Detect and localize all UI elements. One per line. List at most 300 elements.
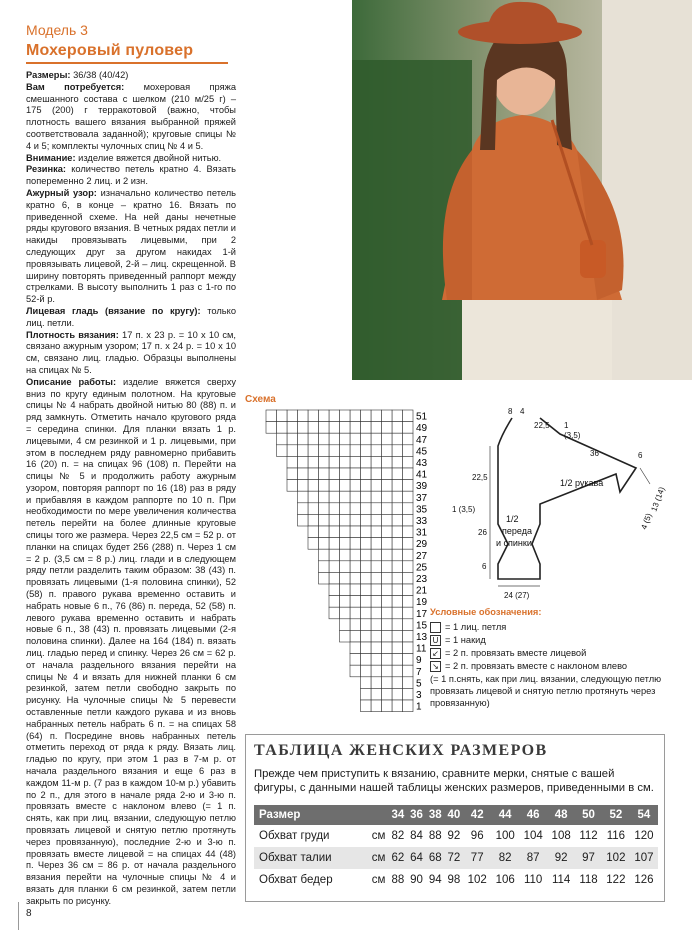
table-cell: 120 bbox=[634, 830, 654, 842]
table-cell: 88 bbox=[391, 874, 405, 886]
chart-cell bbox=[298, 514, 309, 526]
chart-cell bbox=[371, 549, 382, 561]
chart-cell bbox=[392, 433, 403, 445]
chart-cell bbox=[287, 468, 298, 480]
size-col-header: 44 bbox=[491, 805, 519, 825]
chart-cell bbox=[403, 630, 414, 642]
chart-row-number: 9 bbox=[416, 655, 422, 667]
chart-cell bbox=[382, 433, 393, 445]
chart-cell bbox=[319, 549, 330, 561]
chart-cell bbox=[361, 561, 372, 573]
dim-text: 1 bbox=[564, 421, 569, 430]
chart-cell bbox=[340, 526, 351, 538]
chart-cell bbox=[382, 642, 393, 654]
size-col-header: 46 bbox=[519, 805, 547, 825]
chart-cell bbox=[340, 538, 351, 550]
chart-cell bbox=[340, 422, 351, 434]
chart-cell bbox=[340, 596, 351, 608]
chart-cell bbox=[382, 584, 393, 596]
chart-cell bbox=[392, 468, 403, 480]
chart-cell bbox=[361, 538, 372, 550]
size-col-header: 40 bbox=[445, 805, 464, 825]
chart-cell bbox=[319, 514, 330, 526]
chart-row-numbers bbox=[416, 412, 428, 713]
legend-item: U = 1 накид bbox=[430, 634, 670, 647]
table-cell: 108 bbox=[551, 830, 571, 842]
dim-text: 6 bbox=[482, 562, 487, 571]
chart-cell bbox=[319, 491, 330, 503]
table-cell: 77 bbox=[463, 847, 491, 869]
chart-cell bbox=[319, 503, 330, 515]
chart-cell bbox=[329, 549, 340, 561]
chart-cell bbox=[277, 410, 288, 422]
chart-cell bbox=[329, 584, 340, 596]
chart-grid bbox=[266, 410, 413, 712]
legend-item: ↘ = 2 п. провязать вместе с наклоном влево bbox=[430, 660, 670, 673]
chart-cell bbox=[350, 549, 361, 561]
chart-row-number: 23 bbox=[416, 574, 428, 585]
chart-cell bbox=[382, 700, 393, 712]
chart-cell bbox=[403, 503, 414, 515]
chart-row-number: 31 bbox=[416, 527, 428, 539]
chart-cell bbox=[329, 480, 340, 492]
chart-cell bbox=[329, 526, 340, 538]
chart-cell bbox=[340, 480, 351, 492]
chart-row-number: 21 bbox=[416, 585, 428, 597]
chart-cell bbox=[361, 607, 372, 619]
chart-row-number: 25 bbox=[416, 562, 428, 574]
table-cell: 92 bbox=[447, 830, 461, 842]
chart-cell bbox=[361, 410, 372, 422]
chart-cell bbox=[298, 480, 309, 492]
chart-cell bbox=[350, 456, 361, 468]
chart-cell bbox=[287, 445, 298, 457]
para-sizes: Размеры: 36/38 (40/42) bbox=[26, 70, 129, 80]
chart-cell bbox=[403, 456, 414, 468]
chart-row-number: 39 bbox=[416, 481, 428, 493]
chart-cell bbox=[382, 422, 393, 434]
chart-cell bbox=[392, 480, 403, 492]
chart-cell bbox=[350, 480, 361, 492]
page-number: 8 bbox=[26, 908, 32, 919]
table-cell: 114 bbox=[551, 874, 571, 886]
title-divider bbox=[26, 62, 228, 64]
knit-stitch-icon bbox=[430, 622, 441, 633]
ssk-icon: ↘ bbox=[430, 661, 441, 672]
chart-cell bbox=[371, 422, 382, 434]
chart-cell bbox=[392, 619, 403, 631]
chart-cell bbox=[319, 433, 330, 445]
k2tog-icon: ↙ bbox=[430, 648, 441, 659]
table-row bbox=[254, 847, 658, 869]
chart-cell bbox=[350, 422, 361, 434]
chart-cell bbox=[350, 561, 361, 573]
table-cell: 107 bbox=[630, 847, 658, 869]
chart-cell bbox=[287, 410, 298, 422]
chart-cell bbox=[350, 445, 361, 457]
table-cell: 98 bbox=[447, 874, 461, 886]
table-cell: 122 bbox=[606, 874, 626, 886]
chart-cell bbox=[361, 514, 372, 526]
chart-cell bbox=[308, 538, 319, 550]
chart-row-number: 5 bbox=[416, 678, 422, 690]
chart-cell bbox=[329, 503, 340, 515]
chart-cell bbox=[382, 445, 393, 457]
chart-cell bbox=[350, 468, 361, 480]
chart-cell bbox=[287, 433, 298, 445]
chart-cell bbox=[319, 526, 330, 538]
chart-cell bbox=[350, 433, 361, 445]
table-cell: 62 bbox=[389, 847, 408, 869]
chart-cell bbox=[371, 538, 382, 550]
chart-cell bbox=[350, 491, 361, 503]
chart-cell bbox=[392, 688, 403, 700]
para-stockinette: Лицевая гладь (вязание по кругу): только лиц. петли. bbox=[26, 305, 236, 328]
table-cell: 126 bbox=[634, 874, 654, 886]
chart-cell bbox=[361, 549, 372, 561]
chart-cell bbox=[361, 456, 372, 468]
chart-cell bbox=[308, 514, 319, 526]
chart-cell bbox=[340, 619, 351, 631]
para-description: Описание работы: изделие вяжется сверху вниз по кругу единым полотном. На круговые спицы № 4 набрать двойной нитью 80 (88) п. и ряд замкнуть. Отметить начало кругового ряда = середина спинки. Для планки вязать 1 р. лицевыми, 4 см резинкой и 1 р. лицевыми, при этом в последнем ряду равномерно прибавить 16 (20) п. = на спицах 96 (108) п. Перейти на спицы № 5 и продолжить работу ажурным узором, повторяя раппорт по 16 (18) раз в ряду и прибавляя в каждом раппорте по 10 п. При необходимости по мере увеличения количества петель перейти на более длинные круговые спицы того же размера. Через 22,5 см = 52 р. от планки на спицах будет 256 (288) п. Через 1 см = 2 р. (3,5 см = 8 р.) лиц. глади и в следующем ряду петли разделить таким образом: 38 (43) п. провязать лицевыми (1-я половина спинки), 52 (58) п. правого рукава временно оставить и набрать новые 6 п., 76 (86) п. переда, 52 (58) п. левого рукава временно оставить и набрать новые 6 п., 38 (43) п. провязать лицевыми (2-я половина спинки). Далее на 164 (184) п. вязать лиц. гладью перед и спинку. Через 26 см = 62 р. от начала раздельного вязания перейти на спицы № 4 и вязать для нижней планки 6 см резинкой, затем петли свободно закрыть по рисунку. На чулочные спицы № 5 перевести оставленные петли каждого рукава и из вновь набранных петель набрать 6 п. = на спицах 58 (64) п. Посредине вновь набранных петель отметить переход от ряда к ряду. Вязать лиц. гладью по кругу, при этом 1 раз в 7-м р. от начала раздельного вязания и еще 6 раз в каждом 11-м р. (7 раз в каждом 10-м р.) убавить по 2 п., для этого в начале ряда 2-ю и 3-ю п. провязать вместе с наклоном влево (= 1 п. снять, как при лиц. вязании, следующую петлю провязать лицевой и снятую петлю протянуть через провязанную), последние 2-ю и 3-ю п. провязать вместе лицевой = на спицах 44 (48) п. Через 36 см = 86 р. от начала раздельного вязания перейти на чулочные спицы № 4 и вязать для планки 6 см резинкой, затем петли закрыть по рисунку. bbox=[26, 376, 236, 906]
chart-row-number: 43 bbox=[416, 458, 428, 469]
chart-cell bbox=[298, 433, 309, 445]
chart-cell bbox=[361, 654, 372, 666]
size-table-title: ТАБЛИЦА ЖЕНСКИХ РАЗМЕРОВ bbox=[254, 742, 548, 759]
chart-cell bbox=[392, 665, 403, 677]
dim-text: 1 (3,5) bbox=[452, 505, 476, 514]
chart-cell bbox=[403, 654, 414, 666]
chart-cell bbox=[361, 665, 372, 677]
table-cell: 100 bbox=[495, 830, 515, 842]
chart-cell bbox=[340, 456, 351, 468]
chart-cell bbox=[277, 422, 288, 434]
chart-row-number: 19 bbox=[416, 597, 428, 609]
chart-cell bbox=[382, 654, 393, 666]
size-table bbox=[245, 734, 665, 902]
chart-cell bbox=[319, 445, 330, 457]
chart-cell bbox=[382, 688, 393, 700]
table-cell: 102 bbox=[602, 847, 630, 869]
table-cell: 68 bbox=[426, 847, 445, 869]
row-unit: см bbox=[369, 847, 389, 869]
table-cell: 97 bbox=[575, 847, 602, 869]
chart-cell bbox=[319, 572, 330, 584]
legend-title: Условные обозначения: bbox=[430, 607, 542, 617]
size-col-header: 34 bbox=[389, 805, 408, 825]
chart-cell bbox=[298, 456, 309, 468]
chart-cell bbox=[319, 422, 330, 434]
chart-cell bbox=[340, 410, 351, 422]
dim-text: (3,5) bbox=[564, 431, 581, 440]
chart-cell bbox=[392, 410, 403, 422]
para-rib: Резинка: количество петель кратно 4. Вязать попеременно 2 лиц. и 2 изн. bbox=[26, 164, 236, 187]
yarn-over-icon: U bbox=[430, 635, 441, 646]
chart-cell bbox=[350, 596, 361, 608]
chart-cell bbox=[371, 572, 382, 584]
chart-cell bbox=[371, 607, 382, 619]
table-cell: 87 bbox=[519, 847, 547, 869]
chart-cell bbox=[340, 503, 351, 515]
chart-cell bbox=[361, 433, 372, 445]
chart-cell bbox=[308, 468, 319, 480]
chart-cell bbox=[403, 677, 414, 689]
table-cell: 116 bbox=[606, 830, 626, 842]
size-header-label: Размер bbox=[254, 805, 389, 825]
chart-cell bbox=[392, 700, 403, 712]
chart-cell bbox=[371, 480, 382, 492]
chart-cell bbox=[371, 503, 382, 515]
chart-cell bbox=[350, 538, 361, 550]
chart-cell bbox=[329, 607, 340, 619]
chart-cell bbox=[329, 456, 340, 468]
chart-cell bbox=[371, 688, 382, 700]
legend-item: ↙ = 2 п. провязать вместе лицевой bbox=[430, 647, 670, 660]
chart-cell bbox=[371, 584, 382, 596]
chart-cell bbox=[392, 549, 403, 561]
chart-cell bbox=[361, 642, 372, 654]
chart-cell bbox=[371, 596, 382, 608]
chart-cell bbox=[340, 607, 351, 619]
chart-cell bbox=[392, 572, 403, 584]
chart-cell bbox=[361, 700, 372, 712]
chart-cell bbox=[403, 526, 414, 538]
table-cell: 118 bbox=[579, 874, 598, 886]
chart-cell bbox=[403, 584, 414, 596]
table-cell: 72 bbox=[445, 847, 464, 869]
chart-row-number: 45 bbox=[416, 446, 428, 458]
size-header-row bbox=[254, 805, 658, 825]
row-label: Обхват бедер bbox=[259, 874, 333, 886]
chart-row-number: 47 bbox=[416, 434, 428, 446]
model-label: Модель 3 bbox=[26, 22, 88, 38]
chart-cell bbox=[319, 561, 330, 573]
chart-row-number: 7 bbox=[416, 666, 422, 678]
chart-cell bbox=[350, 619, 361, 631]
chart-cell bbox=[403, 480, 414, 492]
size-col-header: 48 bbox=[547, 805, 575, 825]
chart-cell bbox=[329, 410, 340, 422]
chart-cell bbox=[382, 514, 393, 526]
chart-cell bbox=[371, 665, 382, 677]
chart-cell bbox=[329, 422, 340, 434]
chart-cell bbox=[361, 596, 372, 608]
chart-cell bbox=[371, 677, 382, 689]
size-col-header: 36 bbox=[407, 805, 426, 825]
size-col-header: 54 bbox=[630, 805, 658, 825]
chart-cell bbox=[340, 584, 351, 596]
chart-cell bbox=[403, 433, 414, 445]
chart-cell bbox=[350, 642, 361, 654]
chart-cell bbox=[361, 526, 372, 538]
chart-cell bbox=[350, 654, 361, 666]
chart-cell bbox=[361, 491, 372, 503]
table-cell: 102 bbox=[467, 874, 487, 886]
chart-cell bbox=[350, 503, 361, 515]
chart-cell bbox=[319, 456, 330, 468]
chart-cell bbox=[340, 468, 351, 480]
chart-cell bbox=[308, 503, 319, 515]
para-materials: Вам потребуется: мохеровая пряжа смешанного состава с шелком (210 м/25 г) – 175 (200) г терракотовой (важно, чтобы плотность вашего вязания выбранной пряжей соответствовала заданной); круговые спицы № 4 и 5; комплекты чулочных спиц № 4 и 5. bbox=[26, 81, 236, 151]
table-row bbox=[254, 869, 658, 891]
model-photo bbox=[352, 0, 692, 380]
chart-cell bbox=[382, 526, 393, 538]
chart-cell bbox=[403, 445, 414, 457]
chart-cell bbox=[371, 410, 382, 422]
chart-cell bbox=[329, 445, 340, 457]
chart-cell bbox=[403, 491, 414, 503]
chart-cell bbox=[350, 410, 361, 422]
table-cell: 84 bbox=[410, 830, 423, 842]
chart-cell bbox=[403, 468, 414, 480]
chart-cell bbox=[403, 688, 414, 700]
para-attention: Внимание: изделие вяжется двойной нитью. bbox=[26, 152, 222, 163]
row-unit: см bbox=[371, 874, 386, 886]
table-row bbox=[254, 825, 658, 847]
sleeve-label: 1/2 рукава bbox=[560, 478, 604, 488]
chart-cell bbox=[361, 584, 372, 596]
chart-cell bbox=[350, 584, 361, 596]
chart-cell bbox=[266, 410, 277, 422]
article-title: Мохеровый пуловер bbox=[26, 42, 194, 59]
chart-cell bbox=[340, 491, 351, 503]
chart-cell bbox=[371, 491, 382, 503]
chart-cell bbox=[329, 596, 340, 608]
chart-cell bbox=[392, 538, 403, 550]
size-col-header: 42 bbox=[463, 805, 491, 825]
chart-cell bbox=[350, 514, 361, 526]
chart-cell bbox=[371, 514, 382, 526]
chart-cell bbox=[266, 422, 277, 434]
chart-cell bbox=[361, 422, 372, 434]
chart-cell bbox=[392, 561, 403, 573]
chart-row-number: 13 bbox=[416, 632, 428, 643]
lace-chart bbox=[245, 406, 435, 716]
chart-cell bbox=[308, 480, 319, 492]
chart-cell bbox=[403, 514, 414, 526]
chart-row-number: 17 bbox=[416, 608, 428, 620]
chart-row-number: 1 bbox=[416, 701, 422, 713]
dim-text: 22,5 bbox=[472, 473, 488, 482]
chart-cell bbox=[350, 526, 361, 538]
chart-cell bbox=[298, 422, 309, 434]
dim-text: 24 (27) bbox=[504, 591, 530, 600]
chart-cell bbox=[382, 665, 393, 677]
chart-row-number: 41 bbox=[416, 469, 428, 481]
chart-cell bbox=[361, 630, 372, 642]
size-col-header: 38 bbox=[426, 805, 445, 825]
chart-cell bbox=[371, 445, 382, 457]
table-cell: 112 bbox=[579, 830, 598, 842]
chart-row-number: 29 bbox=[416, 539, 428, 551]
chart-cell bbox=[298, 503, 309, 515]
chart-cell bbox=[392, 491, 403, 503]
chart-cell bbox=[350, 572, 361, 584]
legend bbox=[430, 606, 670, 709]
chart-cell bbox=[308, 491, 319, 503]
chart-cell bbox=[382, 491, 393, 503]
chart-cell bbox=[361, 503, 372, 515]
chart-cell bbox=[371, 642, 382, 654]
chart-cell bbox=[298, 445, 309, 457]
table-cell: 94 bbox=[428, 874, 442, 886]
chart-cell bbox=[319, 468, 330, 480]
chart-cell bbox=[277, 433, 288, 445]
chart-cell bbox=[392, 677, 403, 689]
para-gauge: Плотность вязания: 17 п. х 23 р. = 10 х 10 см, связано ажурным узором; 17 п. х 24 р. = 10 х 10 см, связано лиц. гладью. Образцы выполнены на спицах № 5. bbox=[26, 329, 236, 375]
chart-cell bbox=[287, 456, 298, 468]
chart-cell bbox=[340, 561, 351, 573]
chart-cell bbox=[287, 480, 298, 492]
chart-cell bbox=[382, 607, 393, 619]
chart-cell bbox=[382, 410, 393, 422]
chart-row-number: 15 bbox=[416, 620, 428, 632]
chart-cell bbox=[392, 445, 403, 457]
chart-cell bbox=[350, 630, 361, 642]
chart-cell bbox=[403, 572, 414, 584]
chart-cell bbox=[403, 538, 414, 550]
para-lace: Ажурный узор: изначально количество петель кратно 6, в конце – кратно 16. Вязать по приведенной схеме. На ней даны нечетные ряды кругового вязания. В четных рядах петли и накиды провязывать лицевыми, при 2 следующих друг за другом накидах 1-й провязывать лицевой, 2-й – лиц. скрещенной. В ширину повторять приведенный раппорт между стрелками. В высоту выполнить 1 раз с 1-го по 52-й р. bbox=[26, 187, 236, 305]
chart-cell bbox=[340, 630, 351, 642]
table-cell: 106 bbox=[495, 874, 515, 886]
row-label: Обхват груди bbox=[259, 830, 330, 842]
chart-cell bbox=[403, 665, 414, 677]
chart-cell bbox=[403, 410, 414, 422]
chart-cell bbox=[403, 700, 414, 712]
sweater-pattern-diagram bbox=[440, 404, 670, 604]
chart-cell bbox=[403, 642, 414, 654]
chart-cell bbox=[371, 456, 382, 468]
chart-cell bbox=[298, 491, 309, 503]
chart-cell bbox=[329, 561, 340, 573]
chart-cell bbox=[403, 422, 414, 434]
chart-cell bbox=[382, 561, 393, 573]
chart-cell bbox=[371, 526, 382, 538]
chart-cell bbox=[329, 514, 340, 526]
chart-cell bbox=[308, 445, 319, 457]
chart-row-number: 3 bbox=[416, 690, 422, 701]
chart-cell bbox=[392, 630, 403, 642]
chart-cell bbox=[340, 514, 351, 526]
chart-cell bbox=[361, 677, 372, 689]
size-table-intro: Прежде чем приступить к вязанию, сравните мерки, снятые с вашей фигуры, с данными нашей таблицы женских размеров, приведенными в см. bbox=[254, 768, 654, 794]
chart-cell bbox=[392, 654, 403, 666]
dim-text: 26 bbox=[478, 528, 487, 537]
dim-text: 6 bbox=[638, 451, 643, 460]
chart-row-number: 49 bbox=[416, 423, 428, 435]
chart-cell bbox=[308, 433, 319, 445]
chart-cell bbox=[361, 480, 372, 492]
chart-cell bbox=[392, 503, 403, 515]
chart-cell bbox=[361, 445, 372, 457]
size-col-header: 50 bbox=[575, 805, 602, 825]
size-grid bbox=[254, 805, 658, 891]
chart-cell bbox=[403, 561, 414, 573]
chart-row-number: 33 bbox=[416, 516, 428, 527]
chart-cell bbox=[392, 514, 403, 526]
chart-cell bbox=[340, 433, 351, 445]
chart-cell bbox=[371, 630, 382, 642]
chart-cell bbox=[392, 596, 403, 608]
chart-cell bbox=[392, 642, 403, 654]
chart-cell bbox=[361, 619, 372, 631]
dim-text: 22,5 bbox=[534, 421, 550, 430]
dim-text: 36 bbox=[590, 449, 599, 458]
chart-cell bbox=[329, 433, 340, 445]
dim-text: 13 (14) bbox=[649, 485, 667, 513]
instructions-column bbox=[26, 70, 236, 908]
chart-cell bbox=[382, 630, 393, 642]
